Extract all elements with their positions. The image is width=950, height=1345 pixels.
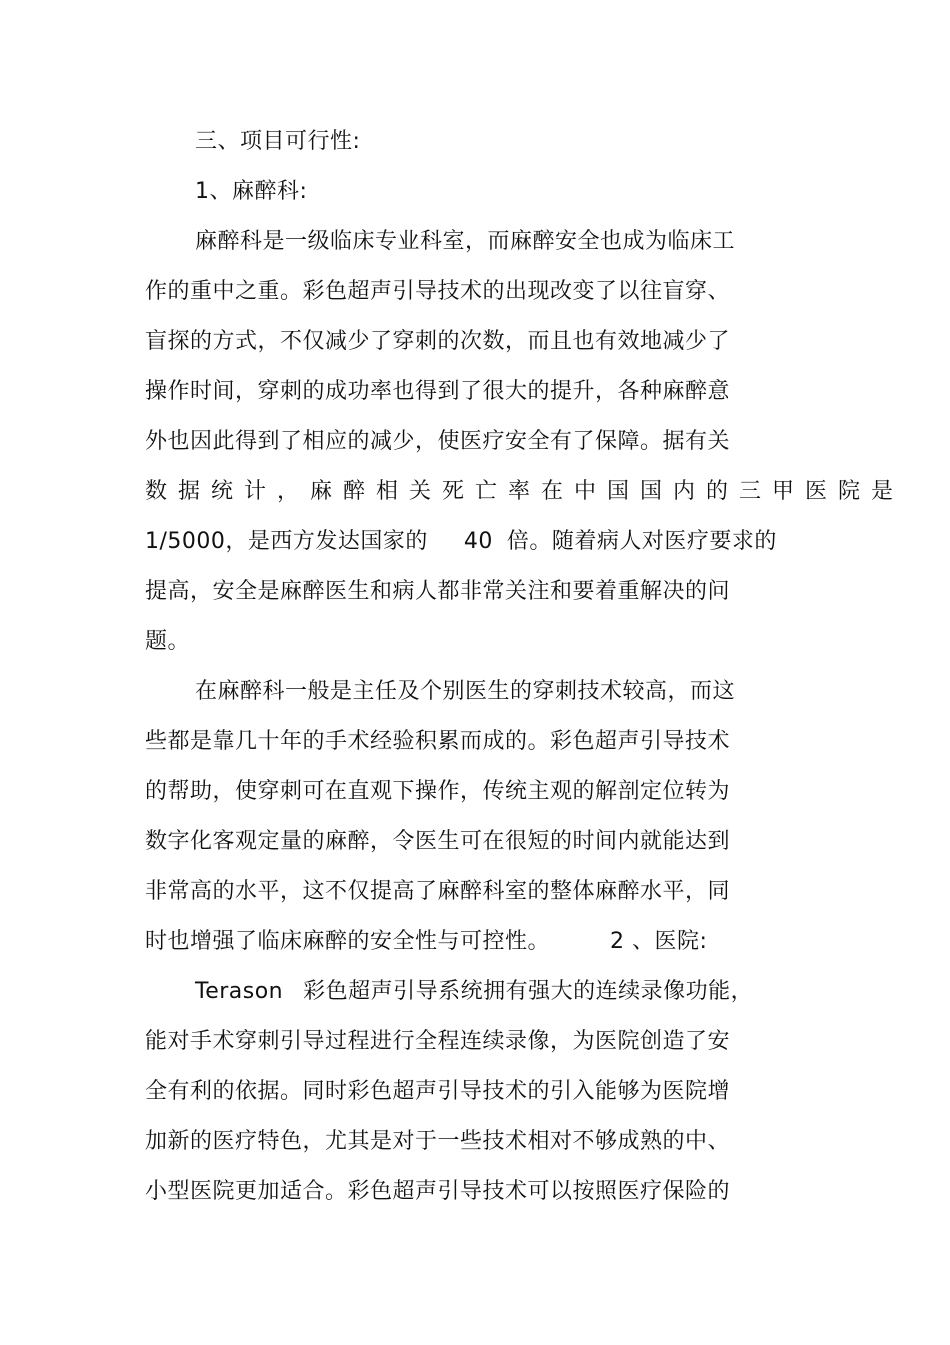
text-run: 40 [463, 529, 493, 554]
paragraph-line: 麻醉科是一级临床专业科室，而麻醉安全也成为临床工 [195, 229, 736, 254]
paragraph-line [195, 977, 753, 1007]
paragraph-line: 非常高的水平，这不仅提高了麻醉科室的整体麻醉水平，同 [145, 879, 731, 904]
paragraph-line: 作的重中之重。彩色超声引导技术的出现改变了以往盲穿、 [145, 279, 731, 304]
paragraph-line: 提高，安全是麻醉医生和病人都非常关注和要着重解决的问 [145, 579, 731, 604]
paragraph-line: 数字化客观定量的麻醉，令医生可在很短的时间内就能达到 [145, 829, 731, 854]
paragraph-line: 能对手术穿刺引导过程进行全程连续录像，为医院创造了安 [145, 1029, 731, 1054]
paragraph-line: 小型医院更加适合。彩色超声引导技术可以按照医疗保险的 [145, 1179, 731, 1204]
paragraph-line: 全有利的依据。同时彩色超声引导技术的引入能够为医院增 [145, 1079, 731, 1104]
section-heading: 三、项目可行性: [195, 129, 361, 154]
paragraph-line [145, 927, 707, 957]
paragraph-line: 盲探的方式，不仅减少了穿刺的次数，而且也有效地减少了 [145, 329, 731, 354]
paragraph-line: 在麻醉科一般是主任及个别医生的穿刺技术较高，而这 [195, 679, 736, 704]
paragraph-line [145, 527, 777, 557]
paragraph-line: 数据统计，麻醉相关死亡率在中国国内的三甲医院是 [145, 479, 905, 504]
subsection-heading-hospital: 2 、医院: [610, 929, 708, 954]
paragraph-line: 题。 [145, 629, 191, 654]
subsection-heading-anesthesiology: 1、麻醉科: [195, 179, 308, 204]
paragraph-line: 外也因此得到了相应的减少，使医疗安全有了保障。据有关 [145, 429, 731, 454]
text-run: 倍。随着病人对医疗要求的 [506, 529, 777, 554]
paragraph-line: 操作时间，穿刺的成功率也得到了很大的提升，各种麻醉意 [145, 379, 731, 404]
text-run: 彩色超声引导系统拥有强大的连续录像功能， [303, 979, 754, 1004]
paragraph-line: 些都是靠几十年的手术经验积累而成的。彩色超声引导技术 [145, 729, 731, 754]
text-run: 1/5000，是西方发达国家的 [145, 529, 428, 554]
paragraph-line: 的帮助，使穿刺可在直观下操作，传统主观的解剖定位转为 [145, 779, 731, 804]
text-run: Terason [195, 979, 284, 1004]
text-run: 时也增强了临床麻醉的安全性与可控性。 [145, 929, 551, 954]
paragraph-line: 加新的医疗特色，尤其是对于一些技术相对不够成熟的中、 [145, 1129, 731, 1154]
